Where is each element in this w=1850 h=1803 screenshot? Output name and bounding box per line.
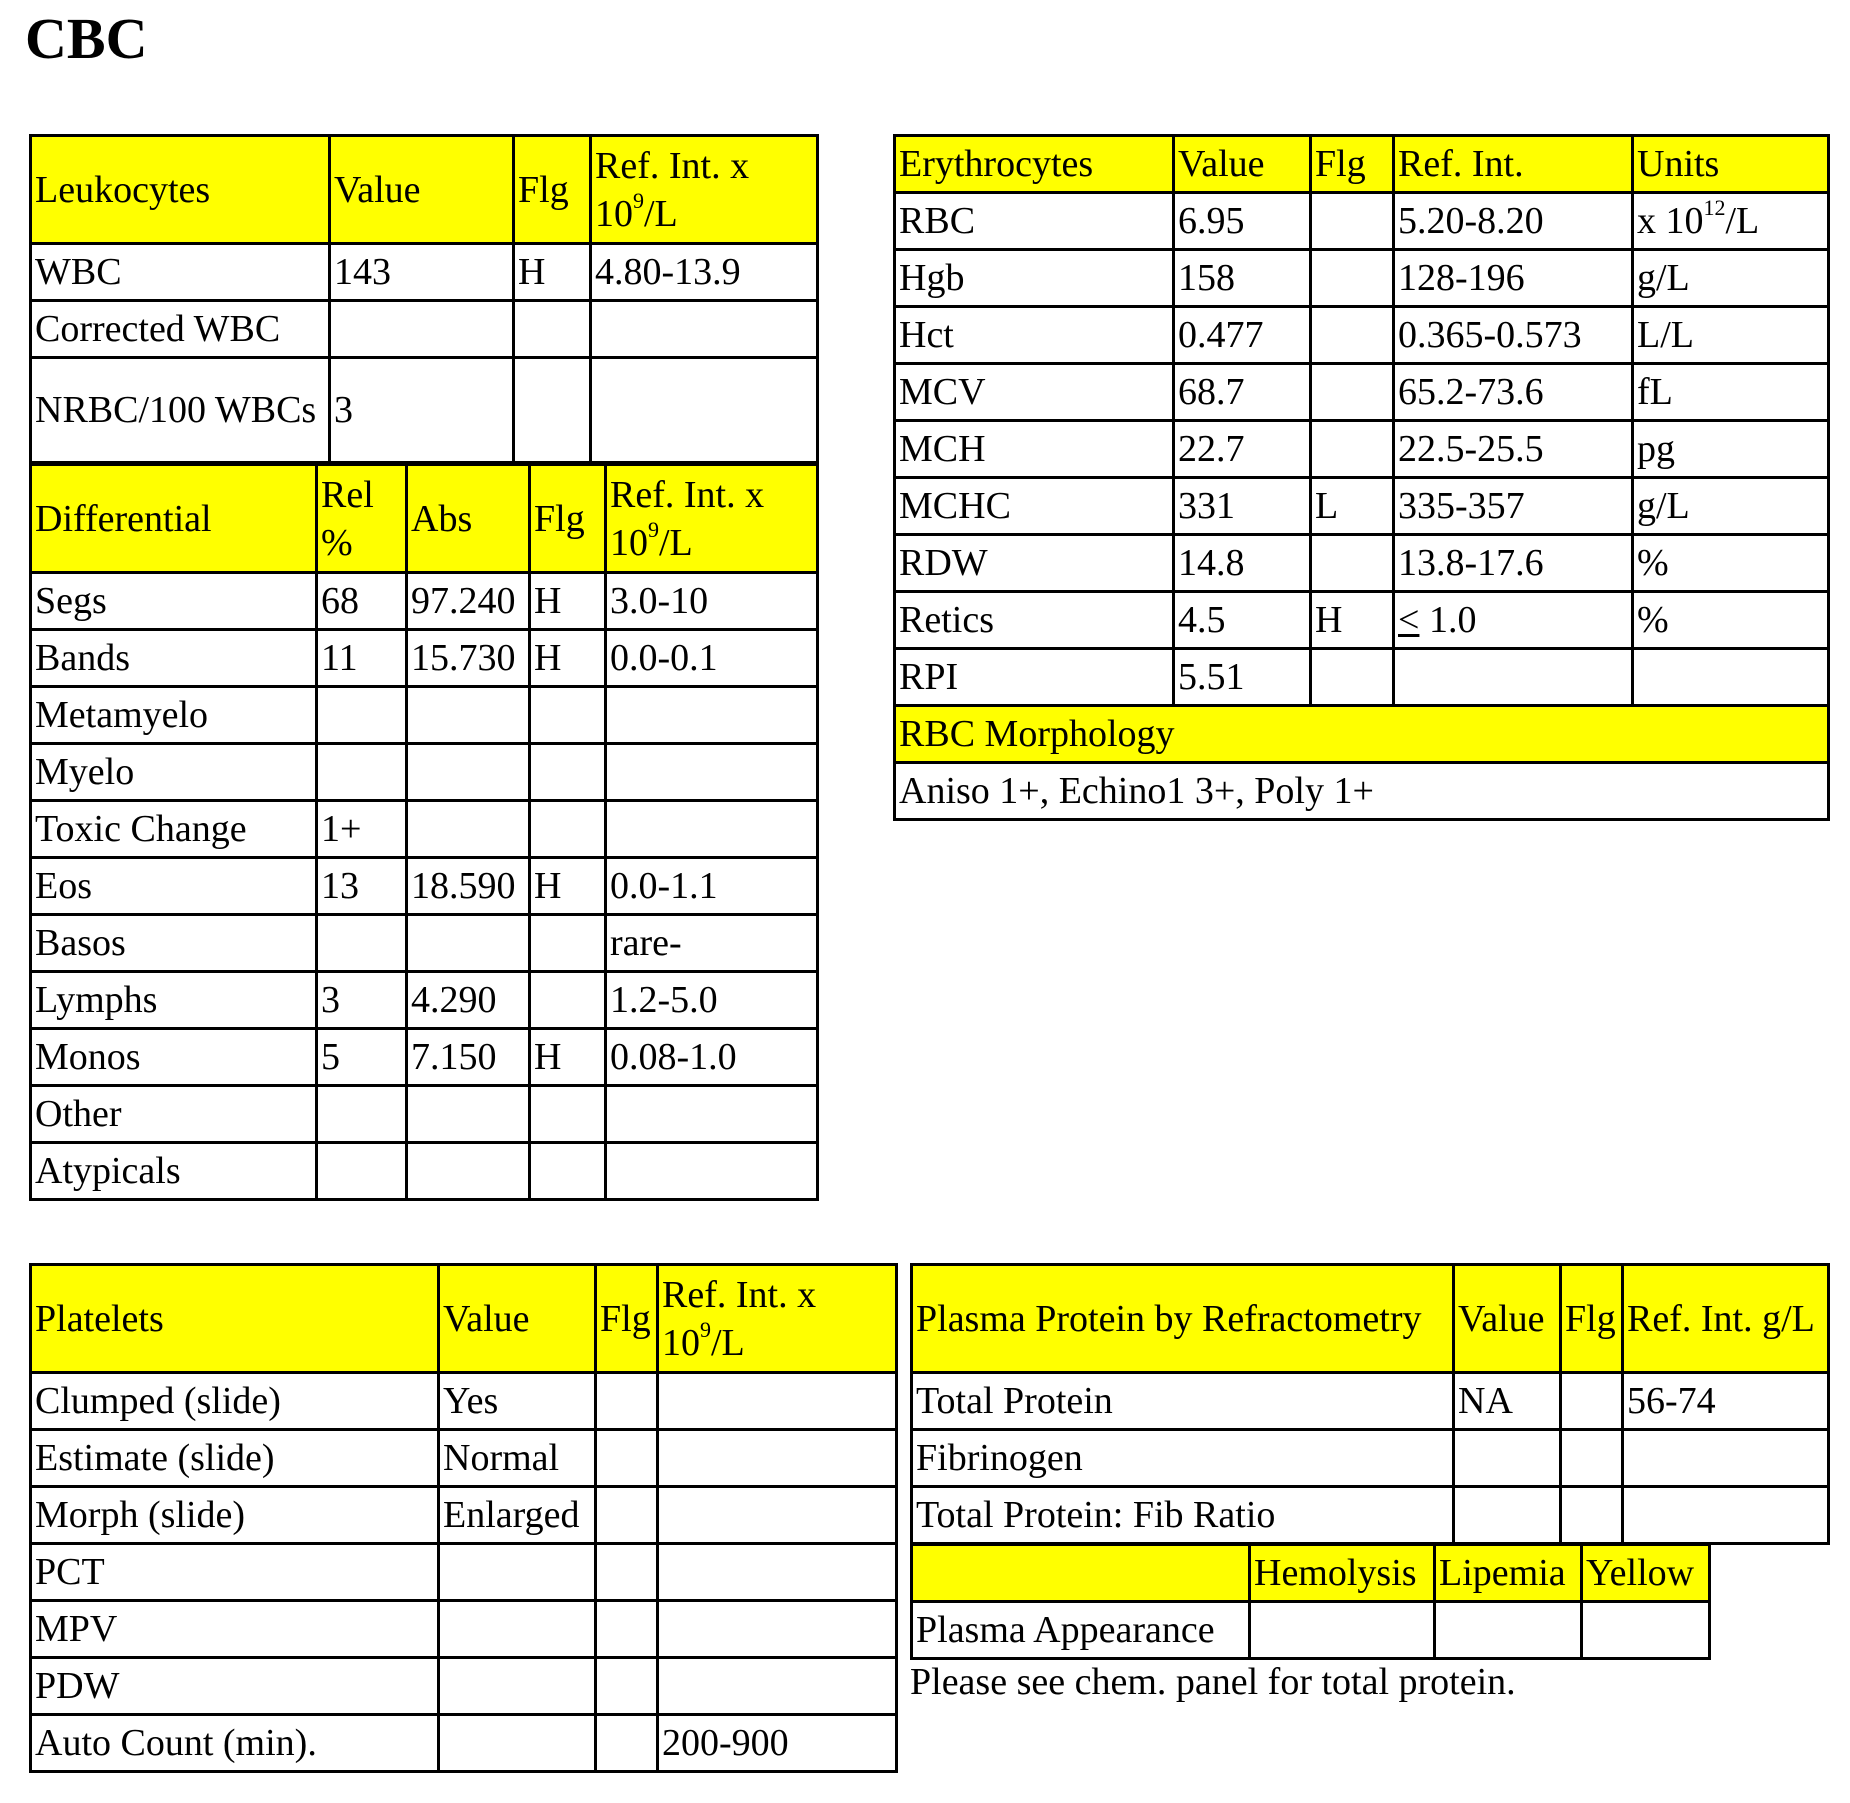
row-label: WBC bbox=[31, 244, 330, 301]
header-cell: Units bbox=[1633, 136, 1829, 193]
table-row bbox=[31, 301, 818, 358]
rel-cell: 68 bbox=[317, 573, 407, 630]
flag-cell bbox=[530, 1143, 606, 1200]
ref-cell bbox=[606, 1143, 818, 1200]
row-label: PCT bbox=[31, 1544, 439, 1601]
abs-cell bbox=[407, 687, 530, 744]
ref-cell: 3.0-10 bbox=[606, 573, 818, 630]
value-cell: 6.95 bbox=[1174, 193, 1311, 250]
value-cell bbox=[1454, 1487, 1561, 1544]
flag-cell bbox=[1311, 421, 1394, 478]
abs-cell: 18.590 bbox=[407, 858, 530, 915]
ref-cell: 4.80-13.9 bbox=[591, 244, 818, 301]
row-label: RDW bbox=[895, 535, 1174, 592]
table-row bbox=[31, 573, 818, 630]
flag-cell bbox=[596, 1430, 658, 1487]
header-cell: Value bbox=[330, 136, 514, 244]
flag-cell: L bbox=[1311, 478, 1394, 535]
ref-cell: 56-74 bbox=[1623, 1373, 1829, 1430]
row-label: Lymphs bbox=[31, 972, 317, 1029]
header-cell: Ref. Int. x $10^9/L$ bbox=[606, 465, 818, 573]
table-row bbox=[895, 649, 1829, 706]
ref-cell: 22.5-25.5 bbox=[1394, 421, 1633, 478]
units-cell: % bbox=[1633, 535, 1829, 592]
flag-cell: H bbox=[1311, 592, 1394, 649]
rel-cell: 13 bbox=[317, 858, 407, 915]
table-row bbox=[895, 250, 1829, 307]
row-label: MPV bbox=[31, 1601, 439, 1658]
erythrocytes-table bbox=[893, 134, 1830, 821]
platelets-table bbox=[29, 1263, 898, 1773]
header-cell: Rel % bbox=[317, 465, 407, 573]
table-header-row bbox=[912, 1265, 1829, 1373]
flag-cell bbox=[596, 1601, 658, 1658]
flag-cell: H bbox=[530, 630, 606, 687]
table-row bbox=[31, 1487, 897, 1544]
header-cell bbox=[912, 1545, 1250, 1602]
ref-cell: 0.0-0.1 bbox=[606, 630, 818, 687]
yellow-cell bbox=[1582, 1602, 1710, 1659]
table-header-row bbox=[31, 1265, 897, 1373]
units-cell: pg bbox=[1633, 421, 1829, 478]
plasma-appearance-table bbox=[910, 1543, 1711, 1660]
rel-cell bbox=[317, 915, 407, 972]
row-label: Other bbox=[31, 1086, 317, 1143]
row-label: Toxic Change bbox=[31, 801, 317, 858]
ref-cell bbox=[591, 301, 818, 358]
header-cell: Flg bbox=[1561, 1265, 1623, 1373]
lipemia-cell bbox=[1435, 1602, 1582, 1659]
ref-cell bbox=[1623, 1430, 1829, 1487]
row-label: Fibrinogen bbox=[912, 1430, 1454, 1487]
value-cell bbox=[330, 301, 514, 358]
header-cell: Ref. Int. x $10^9/L$ bbox=[591, 136, 818, 244]
ref-cell: 128-196 bbox=[1394, 250, 1633, 307]
value-cell: 68.7 bbox=[1174, 364, 1311, 421]
flag-cell bbox=[514, 358, 591, 463]
units-cell: g/L bbox=[1633, 478, 1829, 535]
row-label: Morph (slide) bbox=[31, 1487, 439, 1544]
table-row bbox=[31, 1086, 818, 1143]
rel-cell bbox=[317, 687, 407, 744]
value-cell bbox=[439, 1715, 596, 1772]
table-row bbox=[31, 1544, 897, 1601]
flag-cell bbox=[530, 801, 606, 858]
row-label: Metamyelo bbox=[31, 687, 317, 744]
row-label: Monos bbox=[31, 1029, 317, 1086]
ref-cell: 65.2-73.6 bbox=[1394, 364, 1633, 421]
abs-cell: 4.290 bbox=[407, 972, 530, 1029]
hemolysis-cell bbox=[1250, 1602, 1435, 1659]
value-cell bbox=[439, 1544, 596, 1601]
flag-cell: H bbox=[530, 858, 606, 915]
value-cell: 158 bbox=[1174, 250, 1311, 307]
flag-cell bbox=[530, 972, 606, 1029]
rel-cell: 5 bbox=[317, 1029, 407, 1086]
header-cell: Hemolysis bbox=[1250, 1545, 1435, 1602]
ref-cell: 0.365-0.573 bbox=[1394, 307, 1633, 364]
value-cell bbox=[1454, 1430, 1561, 1487]
row-label: Corrected WBC bbox=[31, 301, 330, 358]
value-cell: 22.7 bbox=[1174, 421, 1311, 478]
ref-cell bbox=[658, 1544, 897, 1601]
header-cell: Ref. Int. g/L bbox=[1623, 1265, 1829, 1373]
header-cell: Erythrocytes bbox=[895, 136, 1174, 193]
plasma-protein-table bbox=[910, 1263, 1830, 1545]
table-row bbox=[31, 801, 818, 858]
ref-cell bbox=[606, 801, 818, 858]
flag-cell: H bbox=[530, 1029, 606, 1086]
table-row bbox=[31, 1029, 818, 1086]
ref-cell bbox=[658, 1487, 897, 1544]
row-label: Total Protein bbox=[912, 1373, 1454, 1430]
table-header-row bbox=[31, 136, 818, 244]
header-cell: Ref. Int. bbox=[1394, 136, 1633, 193]
abs-cell bbox=[407, 915, 530, 972]
header-cell: Value bbox=[1174, 136, 1311, 193]
table-row bbox=[912, 1602, 1710, 1659]
flag-cell bbox=[596, 1373, 658, 1430]
table-header-row bbox=[912, 1545, 1710, 1602]
row-label: MCH bbox=[895, 421, 1174, 478]
header-cell: Abs bbox=[407, 465, 530, 573]
rbc-morphology-text: Aniso 1+, Echino1 3+, Poly 1+ bbox=[895, 763, 1829, 820]
value-cell bbox=[439, 1601, 596, 1658]
header-cell: Flg bbox=[596, 1265, 658, 1373]
ref-cell bbox=[658, 1601, 897, 1658]
header-cell: Differential bbox=[31, 465, 317, 573]
row-label: Estimate (slide) bbox=[31, 1430, 439, 1487]
table-row bbox=[895, 421, 1829, 478]
units-cell: % bbox=[1633, 592, 1829, 649]
header-cell: Platelets bbox=[31, 1265, 439, 1373]
row-label: Hct bbox=[895, 307, 1174, 364]
units-cell: fL bbox=[1633, 364, 1829, 421]
abs-cell bbox=[407, 801, 530, 858]
header-cell: Leukocytes bbox=[31, 136, 330, 244]
row-label: RBC bbox=[895, 193, 1174, 250]
flag-cell bbox=[1311, 364, 1394, 421]
ref-cell bbox=[606, 744, 818, 801]
value-cell: Enlarged bbox=[439, 1487, 596, 1544]
flag-cell bbox=[530, 915, 606, 972]
table-row bbox=[895, 193, 1829, 250]
header-cell: Value bbox=[1454, 1265, 1561, 1373]
page-title: CBC bbox=[25, 6, 148, 71]
header-cell: Value bbox=[439, 1265, 596, 1373]
rbc-morphology-header bbox=[895, 706, 1829, 763]
rel-cell bbox=[317, 1143, 407, 1200]
flag-cell bbox=[530, 687, 606, 744]
row-label: MCV bbox=[895, 364, 1174, 421]
ref-cell bbox=[658, 1658, 897, 1715]
abs-cell bbox=[407, 744, 530, 801]
table-row bbox=[31, 687, 818, 744]
flag-cell: H bbox=[530, 573, 606, 630]
header-cell: Lipemia bbox=[1435, 1545, 1582, 1602]
flag-cell bbox=[1561, 1430, 1623, 1487]
header-cell: Ref. Int. x $10^9/L$ bbox=[658, 1265, 897, 1373]
table-row bbox=[31, 744, 818, 801]
value-cell: NA bbox=[1454, 1373, 1561, 1430]
flag-cell bbox=[1561, 1487, 1623, 1544]
header-cell: Flg bbox=[514, 136, 591, 244]
ref-cell: 200-900 bbox=[658, 1715, 897, 1772]
flag-cell: H bbox=[514, 244, 591, 301]
table-row bbox=[31, 358, 818, 463]
ref-cell: 13.8-17.6 bbox=[1394, 535, 1633, 592]
ref-cell: 335-357 bbox=[1394, 478, 1633, 535]
flag-cell bbox=[1311, 250, 1394, 307]
ref-cell bbox=[606, 1086, 818, 1143]
table-row bbox=[31, 1715, 897, 1772]
rbc-morphology-row bbox=[895, 763, 1829, 820]
ref-cell bbox=[606, 687, 818, 744]
ref-cell: 1.2-5.0 bbox=[606, 972, 818, 1029]
ref-cell: 0.0-1.1 bbox=[606, 858, 818, 915]
table-row bbox=[31, 1658, 897, 1715]
abs-cell bbox=[407, 1086, 530, 1143]
flag-cell bbox=[1311, 307, 1394, 364]
abs-cell: 97.240 bbox=[407, 573, 530, 630]
ref-cell bbox=[1623, 1487, 1829, 1544]
value-cell: 4.5 bbox=[1174, 592, 1311, 649]
flag-cell bbox=[596, 1487, 658, 1544]
units-cell: g/L bbox=[1633, 250, 1829, 307]
abs-cell bbox=[407, 1143, 530, 1200]
row-label: Eos bbox=[31, 858, 317, 915]
row-label: Retics bbox=[895, 592, 1174, 649]
flag-cell bbox=[514, 301, 591, 358]
row-label: Plasma Appearance bbox=[912, 1602, 1250, 1659]
flag-cell bbox=[1311, 649, 1394, 706]
table-header-row bbox=[895, 136, 1829, 193]
table-row bbox=[31, 630, 818, 687]
units-cell: x $10^{12}/L$ bbox=[1633, 193, 1829, 250]
table-row bbox=[31, 1143, 818, 1200]
value-cell: 5.51 bbox=[1174, 649, 1311, 706]
row-label: MCHC bbox=[895, 478, 1174, 535]
flag-cell bbox=[596, 1658, 658, 1715]
header-cell: Plasma Protein by Refractometry bbox=[912, 1265, 1454, 1373]
rel-cell: 11 bbox=[317, 630, 407, 687]
value-cell bbox=[439, 1658, 596, 1715]
flag-cell bbox=[1561, 1373, 1623, 1430]
header-cell: Flg bbox=[530, 465, 606, 573]
table-row bbox=[31, 244, 818, 301]
flag-cell bbox=[530, 1086, 606, 1143]
differential-table bbox=[29, 463, 819, 1201]
row-label: Basos bbox=[31, 915, 317, 972]
table-row bbox=[912, 1430, 1829, 1487]
rel-cell: 1+ bbox=[317, 801, 407, 858]
row-label: Bands bbox=[31, 630, 317, 687]
table-row bbox=[912, 1373, 1829, 1430]
ref-cell: < 1.0 bbox=[1394, 592, 1633, 649]
table-row bbox=[895, 307, 1829, 364]
rel-cell bbox=[317, 1086, 407, 1143]
value-cell: 3 bbox=[330, 358, 514, 463]
value-cell: Yes bbox=[439, 1373, 596, 1430]
value-cell: 143 bbox=[330, 244, 514, 301]
table-row bbox=[31, 1601, 897, 1658]
units-cell bbox=[1633, 649, 1829, 706]
table-row bbox=[31, 915, 818, 972]
value-cell: 0.477 bbox=[1174, 307, 1311, 364]
table-row bbox=[895, 478, 1829, 535]
row-label: PDW bbox=[31, 1658, 439, 1715]
row-label: Segs bbox=[31, 573, 317, 630]
ref-cell: rare- bbox=[606, 915, 818, 972]
rbc-morphology-label: RBC Morphology bbox=[895, 706, 1829, 763]
table-row bbox=[895, 592, 1829, 649]
leukocytes-table bbox=[29, 134, 819, 464]
table-row bbox=[31, 1430, 897, 1487]
abs-cell: 15.730 bbox=[407, 630, 530, 687]
flag-cell bbox=[530, 744, 606, 801]
row-label: Myelo bbox=[31, 744, 317, 801]
flag-cell bbox=[596, 1715, 658, 1772]
table-header-row bbox=[31, 465, 818, 573]
value-cell: 331 bbox=[1174, 478, 1311, 535]
value-cell: Normal bbox=[439, 1430, 596, 1487]
row-label: Clumped (slide) bbox=[31, 1373, 439, 1430]
header-cell: Flg bbox=[1311, 136, 1394, 193]
units-cell: L/L bbox=[1633, 307, 1829, 364]
table-row bbox=[31, 858, 818, 915]
table-row bbox=[912, 1487, 1829, 1544]
ref-cell: 0.08-1.0 bbox=[606, 1029, 818, 1086]
ref-cell bbox=[591, 358, 818, 463]
row-label: Total Protein: Fib Ratio bbox=[912, 1487, 1454, 1544]
flag-cell bbox=[596, 1544, 658, 1601]
table-row bbox=[895, 535, 1829, 592]
row-label: Auto Count (min). bbox=[31, 1715, 439, 1772]
table-row bbox=[895, 364, 1829, 421]
ref-cell bbox=[658, 1430, 897, 1487]
ref-cell: 5.20-8.20 bbox=[1394, 193, 1633, 250]
table-row bbox=[31, 1373, 897, 1430]
rel-cell bbox=[317, 744, 407, 801]
value-cell: 14.8 bbox=[1174, 535, 1311, 592]
row-label: Hgb bbox=[895, 250, 1174, 307]
row-label: NRBC/100 WBCs bbox=[31, 358, 330, 463]
flag-cell bbox=[1311, 535, 1394, 592]
ref-cell bbox=[658, 1373, 897, 1430]
abs-cell: 7.150 bbox=[407, 1029, 530, 1086]
flag-cell bbox=[1311, 193, 1394, 250]
table-row bbox=[31, 972, 818, 1029]
ref-cell bbox=[1394, 649, 1633, 706]
row-label: RPI bbox=[895, 649, 1174, 706]
footnote: Please see chem. panel for total protein. bbox=[910, 1661, 1516, 1703]
row-label: Atypicals bbox=[31, 1143, 317, 1200]
rel-cell: 3 bbox=[317, 972, 407, 1029]
header-cell: Yellow bbox=[1582, 1545, 1710, 1602]
